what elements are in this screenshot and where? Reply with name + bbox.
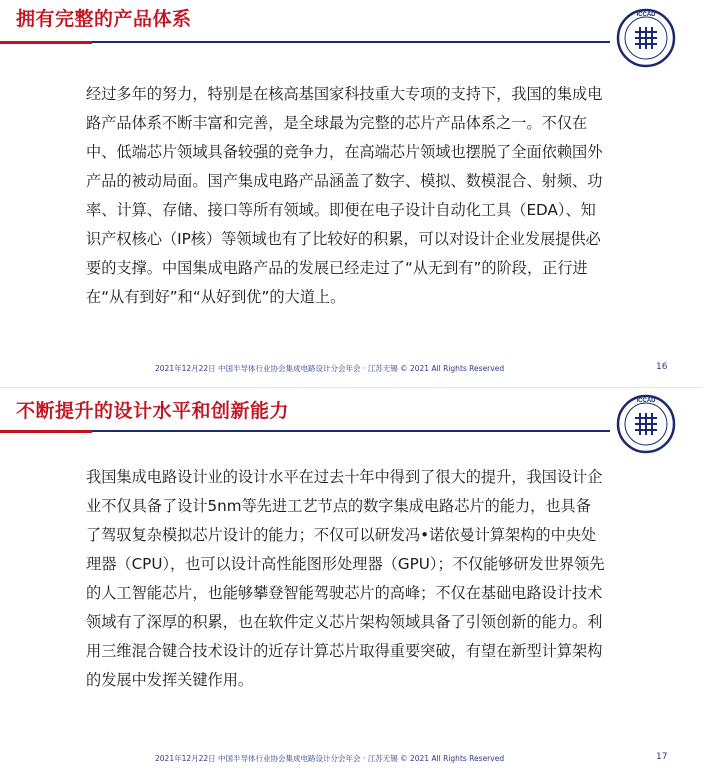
- title-underline: [0, 41, 610, 44]
- slide-footer: 2021年12月22日 中国半导体行业协会集成电路设计分会年会 · 江苏无锡 © 2021 All Rights Reserved: [155, 364, 505, 373]
- svg-text:ICCAD: ICCAD: [636, 398, 656, 404]
- slide-title: 不断提升的设计水平和创新能力: [16, 400, 290, 422]
- page-number: 16: [656, 362, 668, 372]
- iccad-logo-icon: [616, 394, 676, 454]
- body-paragraph: 我国集成电路设计业的设计水平在过去十年中得到了很大的提升，我国设计企业不仅具备了设计5nm等先进工艺节点的数字集成电路芯片的能力，也具备了驾驭复杂模拟芯片设计的能力；不仅可以研发冯•诺依曼计算架构的中央处理器（CPU），也可以设计高性能图形处理器（GPU）；不仅能够研发世界领先的人工智能芯片，也能够攀登智能驾驶芯片的高峰；不仅在基础电路设计技术领域有了深厚的积累，也在软件定义芯片架构领域具备了引领创新的能力。利用三维混合键合技术设计的近存计算芯片取得重要突破，有望在新型计算架构的发展中发挥关键作用。: [86, 468, 605, 689]
- title-underline: [0, 430, 610, 433]
- svg-text:ICCAD: ICCAD: [636, 12, 656, 18]
- body-paragraph: 经过多年的努力，特别是在核高基国家科技重大专项的支持下，我国的集成电路产品体系不断丰富和完善，是全球最为完整的芯片产品体系之一。不仅在中、低端芯片领域具备较强的竞争力，在高端芯片领域也摆脱了全面依赖国外产品的被动局面。国产集成电路产品涵盖了数字、模拟、数模混合、射频、功率、计算、存储、接口等所有领域。即便在电子设计自动化工具（EDA）、知识产权核心（IP核）等领域也有了比较好的积累，可以对设计企业发展提供必要的支撑。中国集成电路产品的发展已经走过了“从无到有”的阶段，正行进在“从有到好”和“从好到优”的大道上。: [86, 85, 603, 306]
- slide-footer: 2021年12月22日 中国半导体行业协会集成电路设计分会年会 · 江苏无锡 © 2021 All Rights Reserved: [155, 754, 505, 763]
- slide-16: [0, 0, 703, 387]
- slide-title: 拥有完整的产品体系: [16, 8, 192, 30]
- iccad-logo-icon: [616, 8, 676, 68]
- page-number: 17: [656, 752, 668, 762]
- slide-17: [0, 388, 703, 775]
